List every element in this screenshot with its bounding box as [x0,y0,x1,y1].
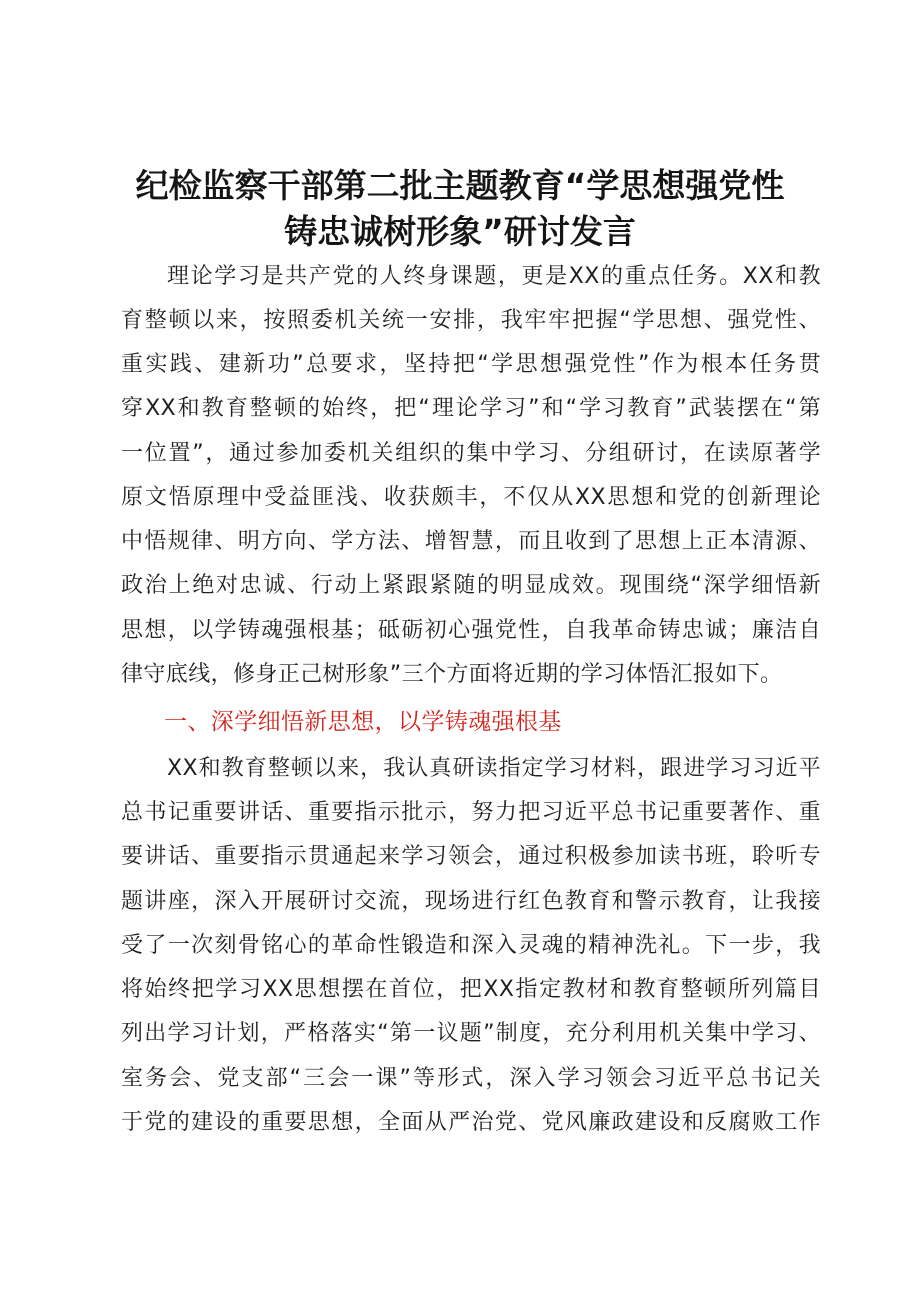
document-title-line-1: 纪检监察干部第二批主题教育“学思想强党性 [135,166,785,205]
section1-line: 室务会、党支部“三会一课”等形式，深入学习领会习近平总书记关 [121,1066,821,1091]
intro-line: 理论学习是共产党的人终身课题，更是XX的重点任务。XX和教 [167,264,821,289]
document-title-line-2: 铸忠诚树形象”研讨发言 [284,212,636,251]
section1-line: 受了一次刻骨铭心的革命性锻造和深入灵魂的精神洗礼。下一步，我 [121,933,821,958]
intro-line: 律守底线，修身正己树形象”三个方面将近期的学习体悟汇报如下。 [121,662,783,687]
section1-line: 将始终把学习XX思想摆在首位，把XX指定教材和教育整顿所列篇目 [121,977,821,1002]
intro-line: 中悟规律、明方向、学方法、增智慧，而且收到了思想上正本清源、 [121,529,821,554]
intro-line: 育整顿以来，按照委机关统一安排，我牢牢把握“学思想、强党性、 [121,308,821,333]
intro-line: 穿XX和教育整顿的始终，把“理论学习”和“学习教育”武装摆在“第 [121,396,821,421]
section1-line: 总书记重要讲话、重要指示批示，努力把习近平总书记重要著作、重 [121,800,821,825]
intro-line: 政治上绝对忠诚、行动上紧跟紧随的明显成效。现围绕“深学细悟新 [121,573,821,598]
section1-line: 题讲座，深入开展研讨交流，现场进行红色教育和警示教育，让我接 [121,889,821,914]
intro-line: 思想，以学铸魂强根基；砥砺初心强党性，自我革命铸忠诚；廉洁自 [121,618,821,643]
section-heading-1: 一、深学细悟新思想，以学铸魂强根基 [164,709,562,735]
section1-line: 于党的建设的重要思想，全面从严治党、党风廉政建设和反腐败工作 [121,1110,821,1135]
intro-line: 重实践、建新功”总要求，坚持把“学思想强党性”作为根本任务贯 [121,352,821,377]
intro-line: 原文悟原理中受益匪浅、收获颇丰，不仅从XX思想和党的创新理论 [121,485,821,510]
intro-line: 一位置”，通过参加委机关组织的集中学习、分组研讨，在读原著学 [121,441,821,466]
section1-line: XX和教育整顿以来，我认真研读指定学习材料，跟进学习习近平 [167,756,821,781]
section1-line: 列出学习计划，严格落实“第一议题”制度，充分利用机关集中学习、 [121,1021,821,1046]
section1-line: 要讲话、重要指示贯通起来学习领会，通过积极参加读书班，聆听专 [121,844,821,869]
